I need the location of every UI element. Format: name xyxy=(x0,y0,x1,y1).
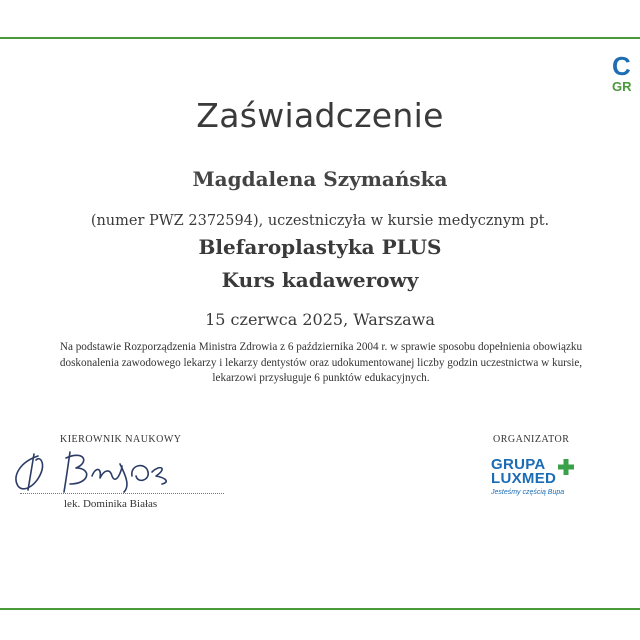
bottom-frame-line xyxy=(0,608,640,610)
course-subtitle: Kurs kadawerowy xyxy=(221,268,419,292)
course-title: Blefaroplastyka PLUS xyxy=(198,235,442,259)
plus-icon xyxy=(557,458,575,476)
corner-brand-line2: GR xyxy=(612,79,632,94)
recipient-name: Magdalena Szymańska xyxy=(192,167,448,191)
logo-tagline: Jesteśmy częścią Bupa xyxy=(491,489,565,496)
luxmed-logo xyxy=(491,458,601,504)
legal-basis-text xyxy=(34,340,608,387)
participation-statement: (numer PWZ 2372594), uczestniczyła w kursie medycznym pt. xyxy=(90,213,550,229)
logo-text-line2: LUXMED xyxy=(491,470,557,487)
date-and-place: 15 czerwca 2025, Warszawa xyxy=(205,310,435,329)
signer-name: lek. Dominika Białas xyxy=(64,498,158,510)
organizer-label: ORGANIZATOR xyxy=(493,434,570,445)
signature-line xyxy=(20,493,224,494)
corner-brand-logo xyxy=(612,52,640,94)
legal-line: Na podstawie Rozporządzenia Ministra Zdrowia z 6 października 2004 r. w sprawie sposobu dopełnienia obowiązku xyxy=(59,341,583,353)
top-frame-line xyxy=(0,37,640,39)
scientific-director-label: KIEROWNIK NAUKOWY xyxy=(60,434,182,445)
handwritten-signature xyxy=(6,446,176,496)
corner-brand-line1: C xyxy=(612,52,631,81)
legal-line: lekarzowi przysługuje 6 punktów edukacyjnych. xyxy=(212,372,430,384)
certificate-title: Zaświadczenie xyxy=(196,96,444,135)
legal-line: doskonalenia zawodowego lekarzy i lekarzy dentystów oraz udokumentowanej liczby godzin uczestnictwa w kursie, xyxy=(59,356,583,369)
logo-text-line1: GRUPA xyxy=(491,456,546,473)
